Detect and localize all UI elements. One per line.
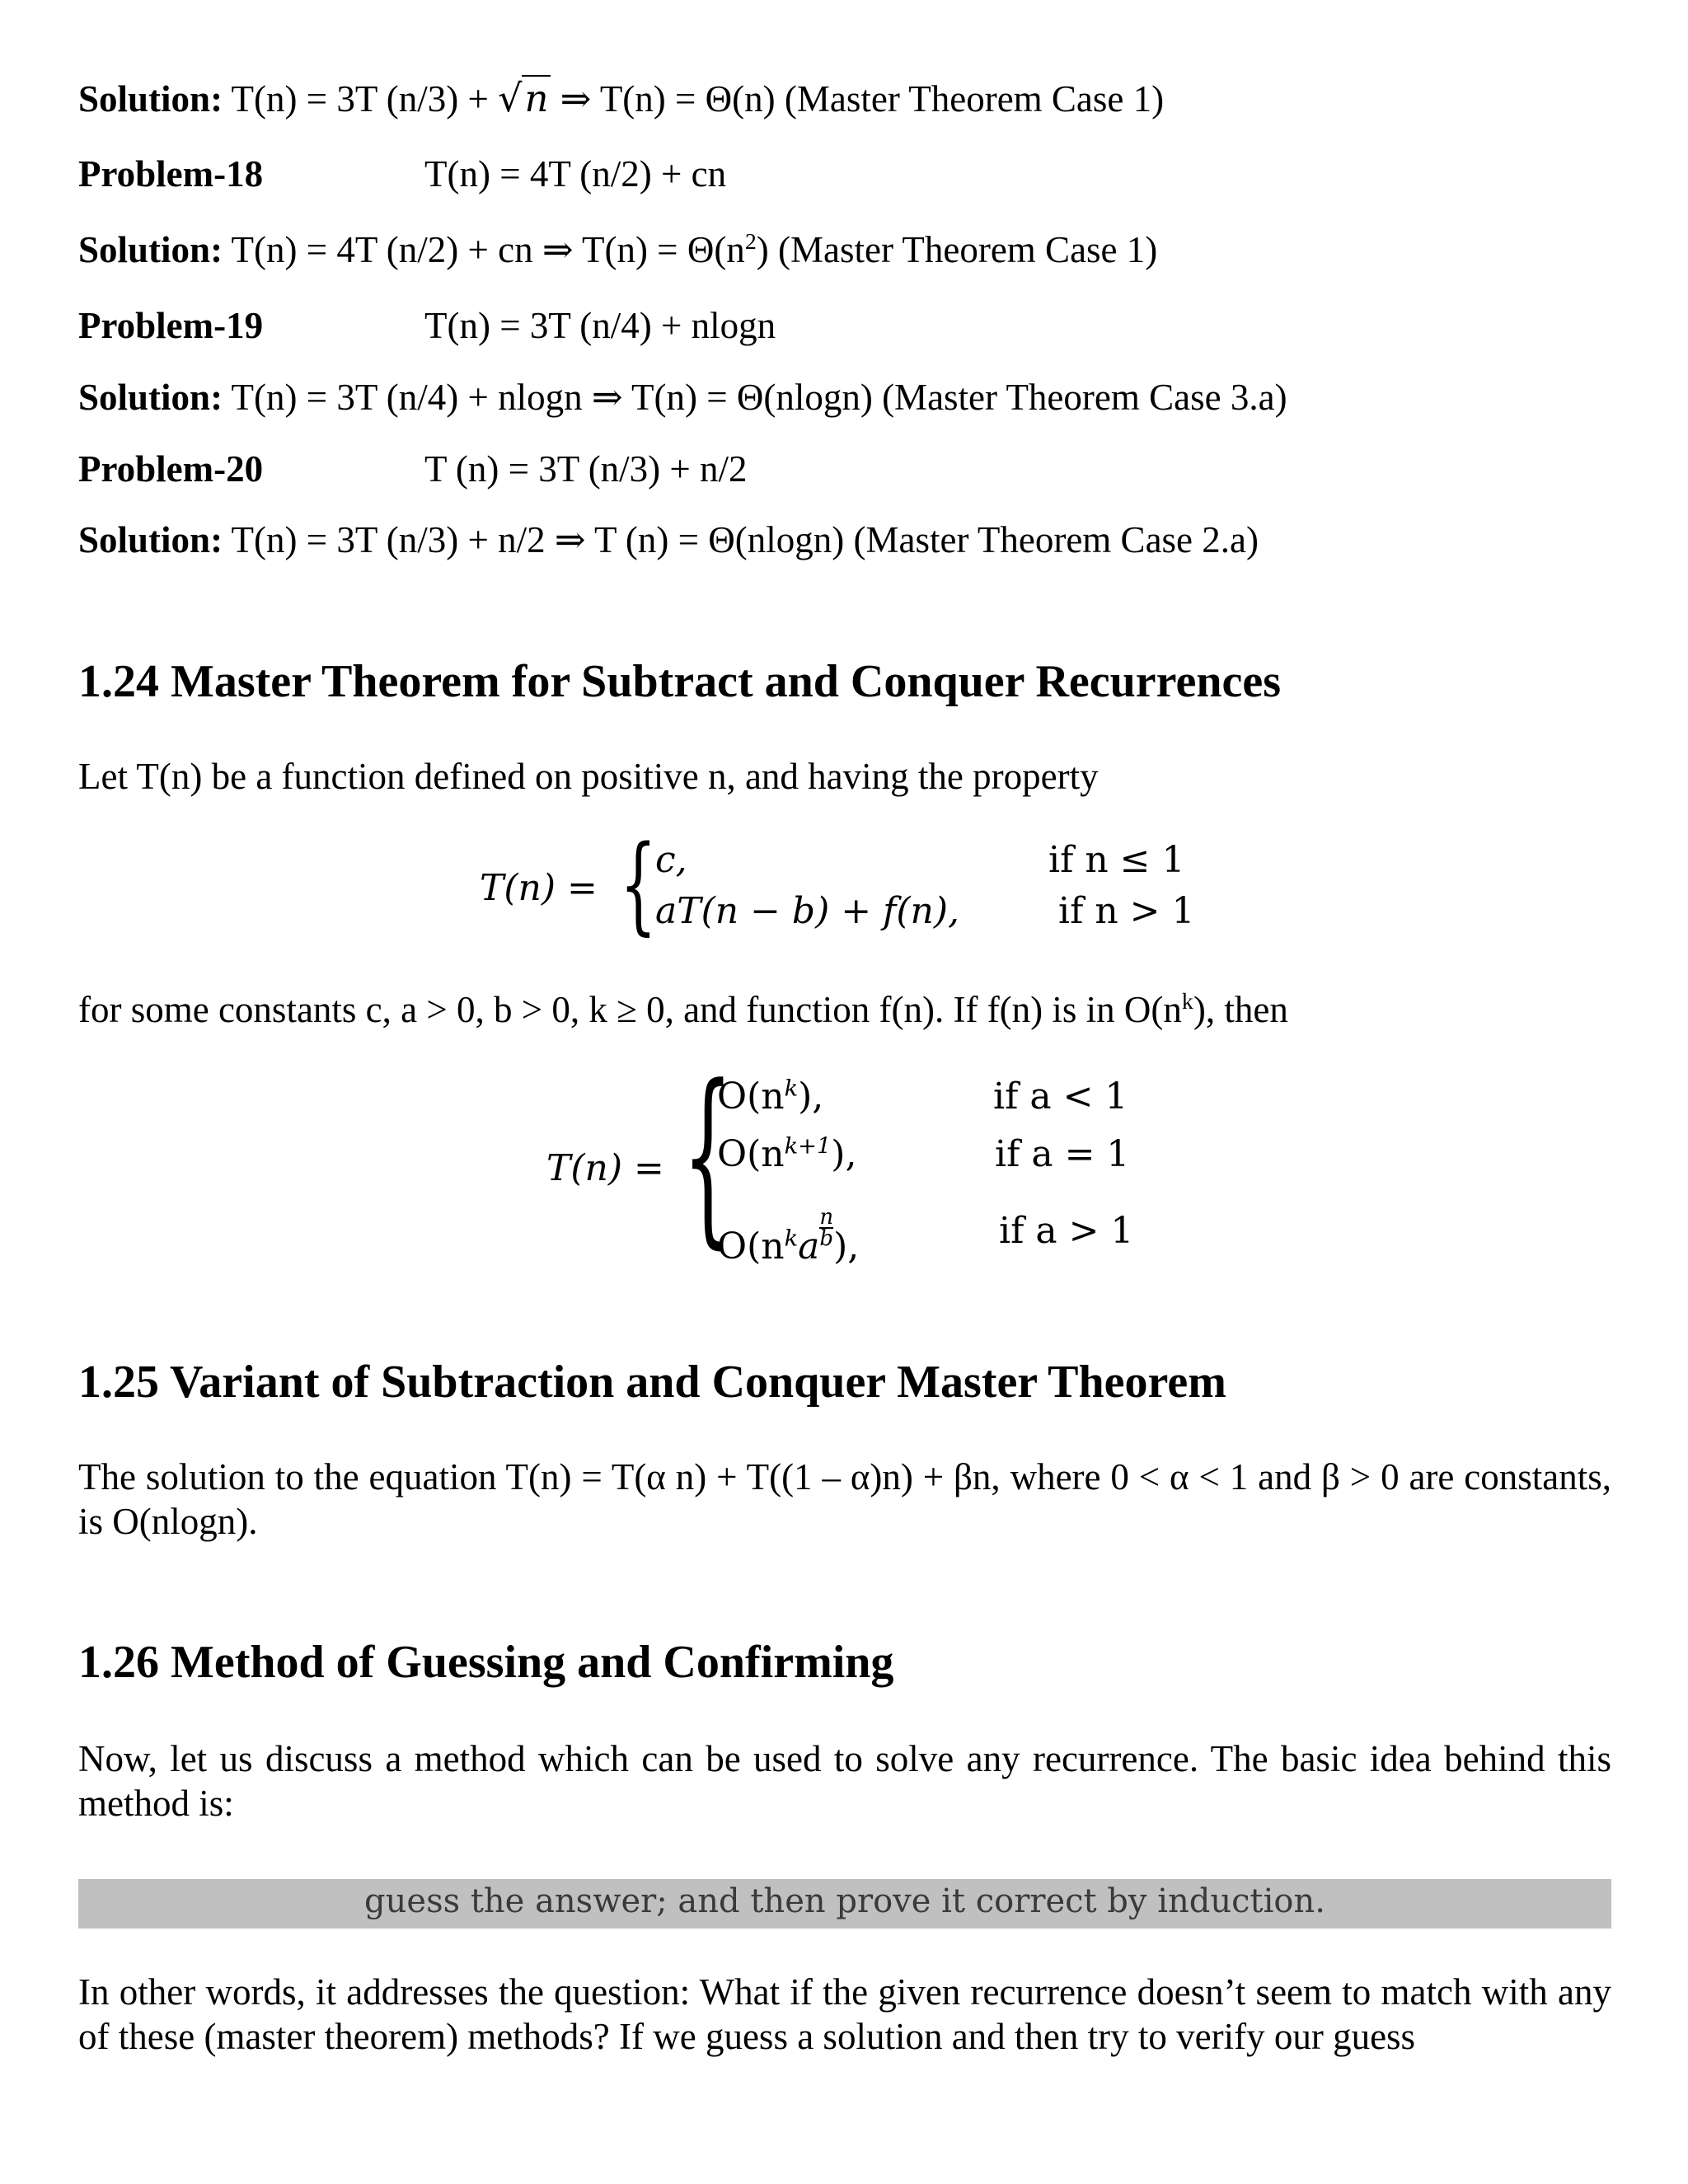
solution-17 [78,76,1164,121]
eq1-lhs: T(n) = [480,867,598,909]
eq1-case2-cond: if n > 1 [1058,890,1195,932]
solution-label: Solution: [78,377,223,418]
condition-exponent: k [1181,989,1193,1015]
problem-label: Problem-19 [78,305,264,346]
highlight-text: guess the answer; and then prove it correct by induction. [364,1882,1325,1920]
problem-expr: T(n) = 3T (n/4) + nlogn [424,305,776,346]
eq2-case2-cond: if a = 1 [995,1133,1130,1175]
solution-expr: T(n) = 3T (n/4) + nlogn ⇒ T(n) = Θ(nlogn) (Master Theorem Case 3.a) [231,377,1287,418]
variant-paragraph: The solution to the equation T(n) = T(α n) + T((1 – α)n) + βn, where 0 < α < 1 and β > 0 are constants, is O(nlogn). [78,1456,1611,1542]
eq1-case1-expr: c, [655,839,687,881]
eq2-case3-cond: if a > 1 [999,1210,1134,1252]
section-heading-1-25: 1.25 Variant of Subtraction and Conquer Master Theorem [78,1357,1226,1408]
solution-label: Solution: [78,78,223,120]
method-paragraph: Now, let us discuss a method which can be used to solve any recurrence. The basic idea behind this method is: [78,1738,1611,1824]
problem-18 [78,152,727,196]
eq2-lhs: T(n) = [546,1147,664,1189]
problem-20 [78,447,748,491]
left-brace: { [620,823,657,946]
sqrt-n: √n [498,76,551,121]
solution-20 [78,518,1259,562]
solution-label: Solution: [78,519,223,560]
condition-text-a: for some constants c, a > 0, b > 0, k ≥ 0, and function f(n). If f(n) is in O(n [78,989,1182,1030]
eq2-case1-cond: if a < 1 [993,1076,1128,1118]
solution-19 [78,375,1287,419]
solution-lhs: T(n) = 3T (n/3) + [231,78,499,120]
condition-text-b: ), then [1193,989,1288,1030]
solution-label: Solution: [78,229,223,270]
eq2-case3-expr: $O(n^ka$ $\frac{n}{b}$ ), [717,1205,860,1268]
solution-rhs: ⇒ T(n) = Θ(n) (Master Theorem Case 1) [551,78,1165,120]
eq2-case1-expr: $O(n^k)$, [717,1076,824,1118]
problem-label: Problem-20 [78,448,264,490]
condition-paragraph [78,987,1288,1032]
problem-expr: T (n) = 3T (n/3) + n/2 [424,448,748,490]
problem-19 [78,303,776,348]
intro-paragraph: Let T(n) be a function defined on positive n, and having the property [78,756,1099,797]
section-heading-1-26: 1.26 Method of Guessing and Confirming [78,1637,894,1688]
solution-expr: T(n) = 3T (n/3) + n/2 ⇒ T (n) = Θ(nlogn) (Master Theorem Case 2.a) [231,519,1259,560]
problem-expr: T(n) = 4T (n/2) + cn [424,153,727,194]
solution-expr-a: T(n) = 4T (n/2) + cn ⇒ T(n) = Θ(n [231,229,745,270]
problem-label: Problem-18 [78,153,264,194]
closing-paragraph: In other words, it addresses the question: What if the given recurrence doesn’t seem to match with any of these (master theorem) methods? If we guess a solution and then try to verify our guess [78,1971,1611,2057]
highlight-box [78,1879,1611,1929]
left-brace: { [682,1046,734,1266]
section-heading-1-24: 1.24 Master Theorem for Subtract and Conquer Recurrences [78,656,1281,707]
eq1-case2-expr: aT(n − b) + f(n), [655,890,960,932]
solution-18 [78,227,1157,272]
solution-expr-b: ) (Master Theorem Case 1) [756,229,1158,270]
eq2-case2-expr: $O(n^{k+1})$, [717,1133,857,1175]
eq1-case1-cond: if n ≤ 1 [1048,839,1185,881]
exponent: 2 [744,229,757,255]
